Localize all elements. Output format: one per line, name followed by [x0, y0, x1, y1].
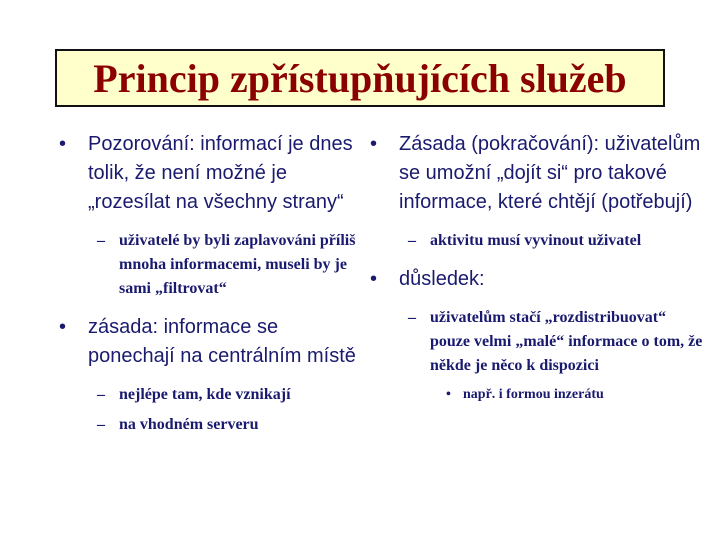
bullet-dash-icon: –	[408, 309, 416, 326]
bullet-dot-icon: •	[59, 133, 67, 155]
bullet-dash-icon: –	[97, 386, 105, 403]
bullet-dot-icon: •	[370, 268, 378, 290]
bullet-consequence	[368, 265, 708, 294]
bullet-dot-icon: •	[370, 133, 378, 155]
sub-bullet-origin	[57, 383, 357, 407]
bullet-principle-continued	[368, 130, 708, 217]
sub-bullet-text: aktivitu musí vyvinout uživatel	[430, 232, 642, 249]
bullet-dash-icon: –	[97, 232, 105, 249]
bullet-text: Zásada (pokračování): uživatelům se umožní „dojít si“ pro takové informace, které chtějí (potřebují)	[399, 133, 701, 213]
sub-bullet-text: nejlépe tam, kde vznikají	[119, 386, 291, 403]
bullet-text: Pozorování: informací je dnes tolik, že není možné je „rozesílat na všechny strany“	[88, 133, 353, 213]
sub-bullet-server	[57, 413, 357, 437]
sub-bullet-activity	[368, 229, 708, 253]
bullet-dash-icon: –	[97, 416, 105, 433]
right-column	[368, 130, 708, 406]
left-column	[57, 130, 357, 449]
title-box	[55, 49, 665, 107]
bullet-text: důsledek:	[399, 268, 485, 290]
slide-title: Princip zpřístupňujících služeb	[93, 55, 627, 101]
sub-bullet-distribute	[368, 306, 708, 378]
sub-bullet-text: uživatelé by byli zaplavováni příliš mnoha informacemi, museli by je sami „filtrovat“	[119, 232, 356, 297]
bullet-principle	[57, 313, 357, 371]
bullet-dash-icon: –	[408, 232, 416, 249]
sub-sub-bullet-text: např. i formou inzerátu	[463, 387, 604, 402]
sub-bullet-flooded	[57, 229, 357, 301]
bullet-dot-icon: •	[59, 316, 67, 338]
bullet-observation	[57, 130, 357, 217]
sub-bullet-text: na vhodném serveru	[119, 416, 259, 433]
bullet-text: zásada: informace se ponechají na centrálním místě	[88, 316, 356, 367]
bullet-dot-icon: •	[446, 387, 451, 402]
sub-bullet-text: uživatelům stačí „rozdistribuovat“ pouze velmi „malé“ informace o tom, že někde je něco k dispozici	[430, 309, 703, 374]
sub-sub-bullet-advert	[368, 384, 708, 406]
